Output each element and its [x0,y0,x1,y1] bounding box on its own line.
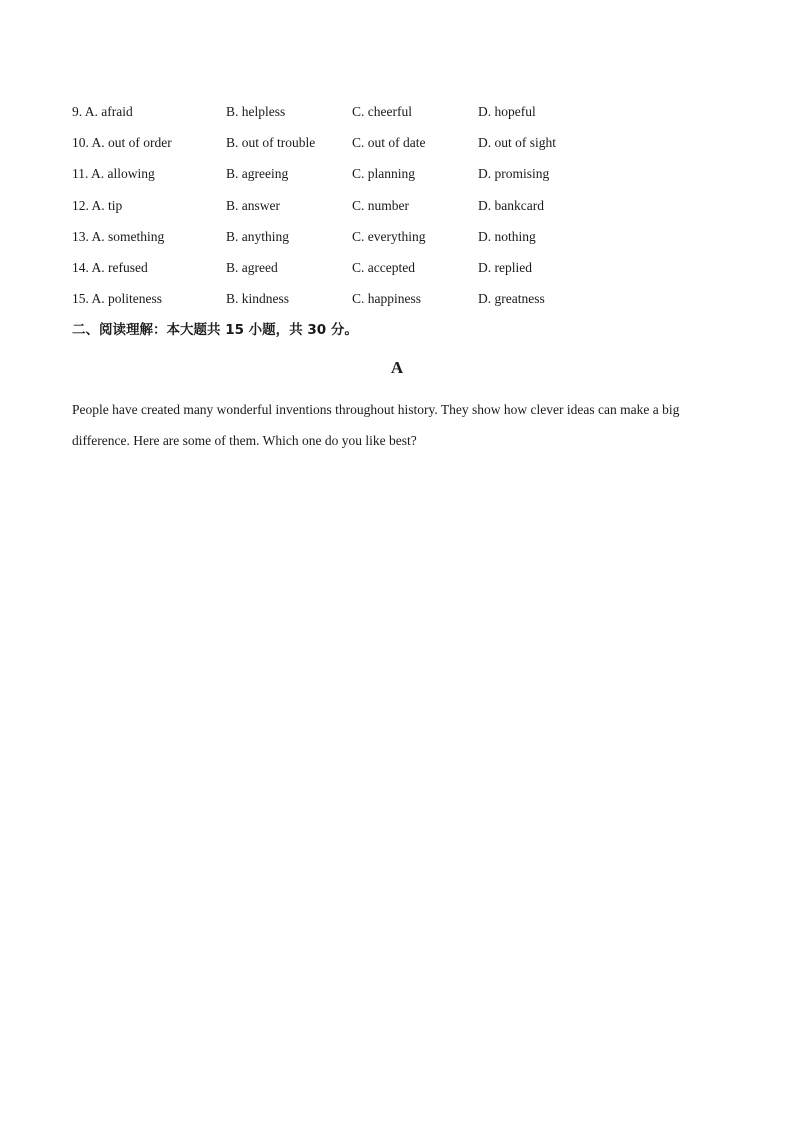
option-b: B. answer [226,197,280,213]
option-b: B. agreed [226,259,278,275]
option-d: D. greatness [478,291,545,307]
option-c: C. planning [352,166,415,182]
option-b: B. kindness [226,291,290,307]
question-row [72,290,722,321]
option-a: 10. A. out of order [72,135,172,151]
answer-options [72,103,722,321]
option-c: C. accepted [352,259,415,275]
question-row [72,134,722,165]
section-heading: 二、阅读理解：本大题共 15 小题，共 30 分。 [72,322,358,338]
question-row [72,197,722,228]
passage-title: A [390,358,404,377]
option-d: D. hopeful [478,104,536,119]
question-row [72,103,722,134]
option-d: D. bankcard [478,197,544,213]
option-b: B. anything [226,228,289,244]
option-c: C. out of date [352,135,426,151]
option-c: C. everything [352,228,426,244]
option-d: D. replied [478,259,532,275]
option-c: C. happiness [352,291,421,307]
option-b: B. helpless [226,104,286,119]
question-row [72,228,722,259]
option-a: 9. A. afraid [72,104,133,119]
option-d: D. promising [478,166,550,182]
option-c: C. cheerful [352,104,412,119]
option-a: 11. A. allowing [72,166,155,182]
passage-paragraph: People have created many wonderful inventions throughout history. They show how clever ideas can make a big difference. Here are some of them. Which one do you like best? [72,402,680,448]
question-row [72,259,722,290]
option-a: 12. A. tip [72,197,123,213]
option-b: B. agreeing [226,166,289,182]
passage-body [72,394,722,456]
option-d: D. nothing [478,228,536,244]
option-d: D. out of sight [478,135,557,151]
option-b: B. out of trouble [226,135,316,151]
question-row [72,165,722,196]
option-a: 15. A. politeness [72,291,162,307]
option-a: 14. A. refused [72,259,148,275]
option-c: C. number [352,197,409,213]
option-a: 13. A. something [72,228,165,244]
